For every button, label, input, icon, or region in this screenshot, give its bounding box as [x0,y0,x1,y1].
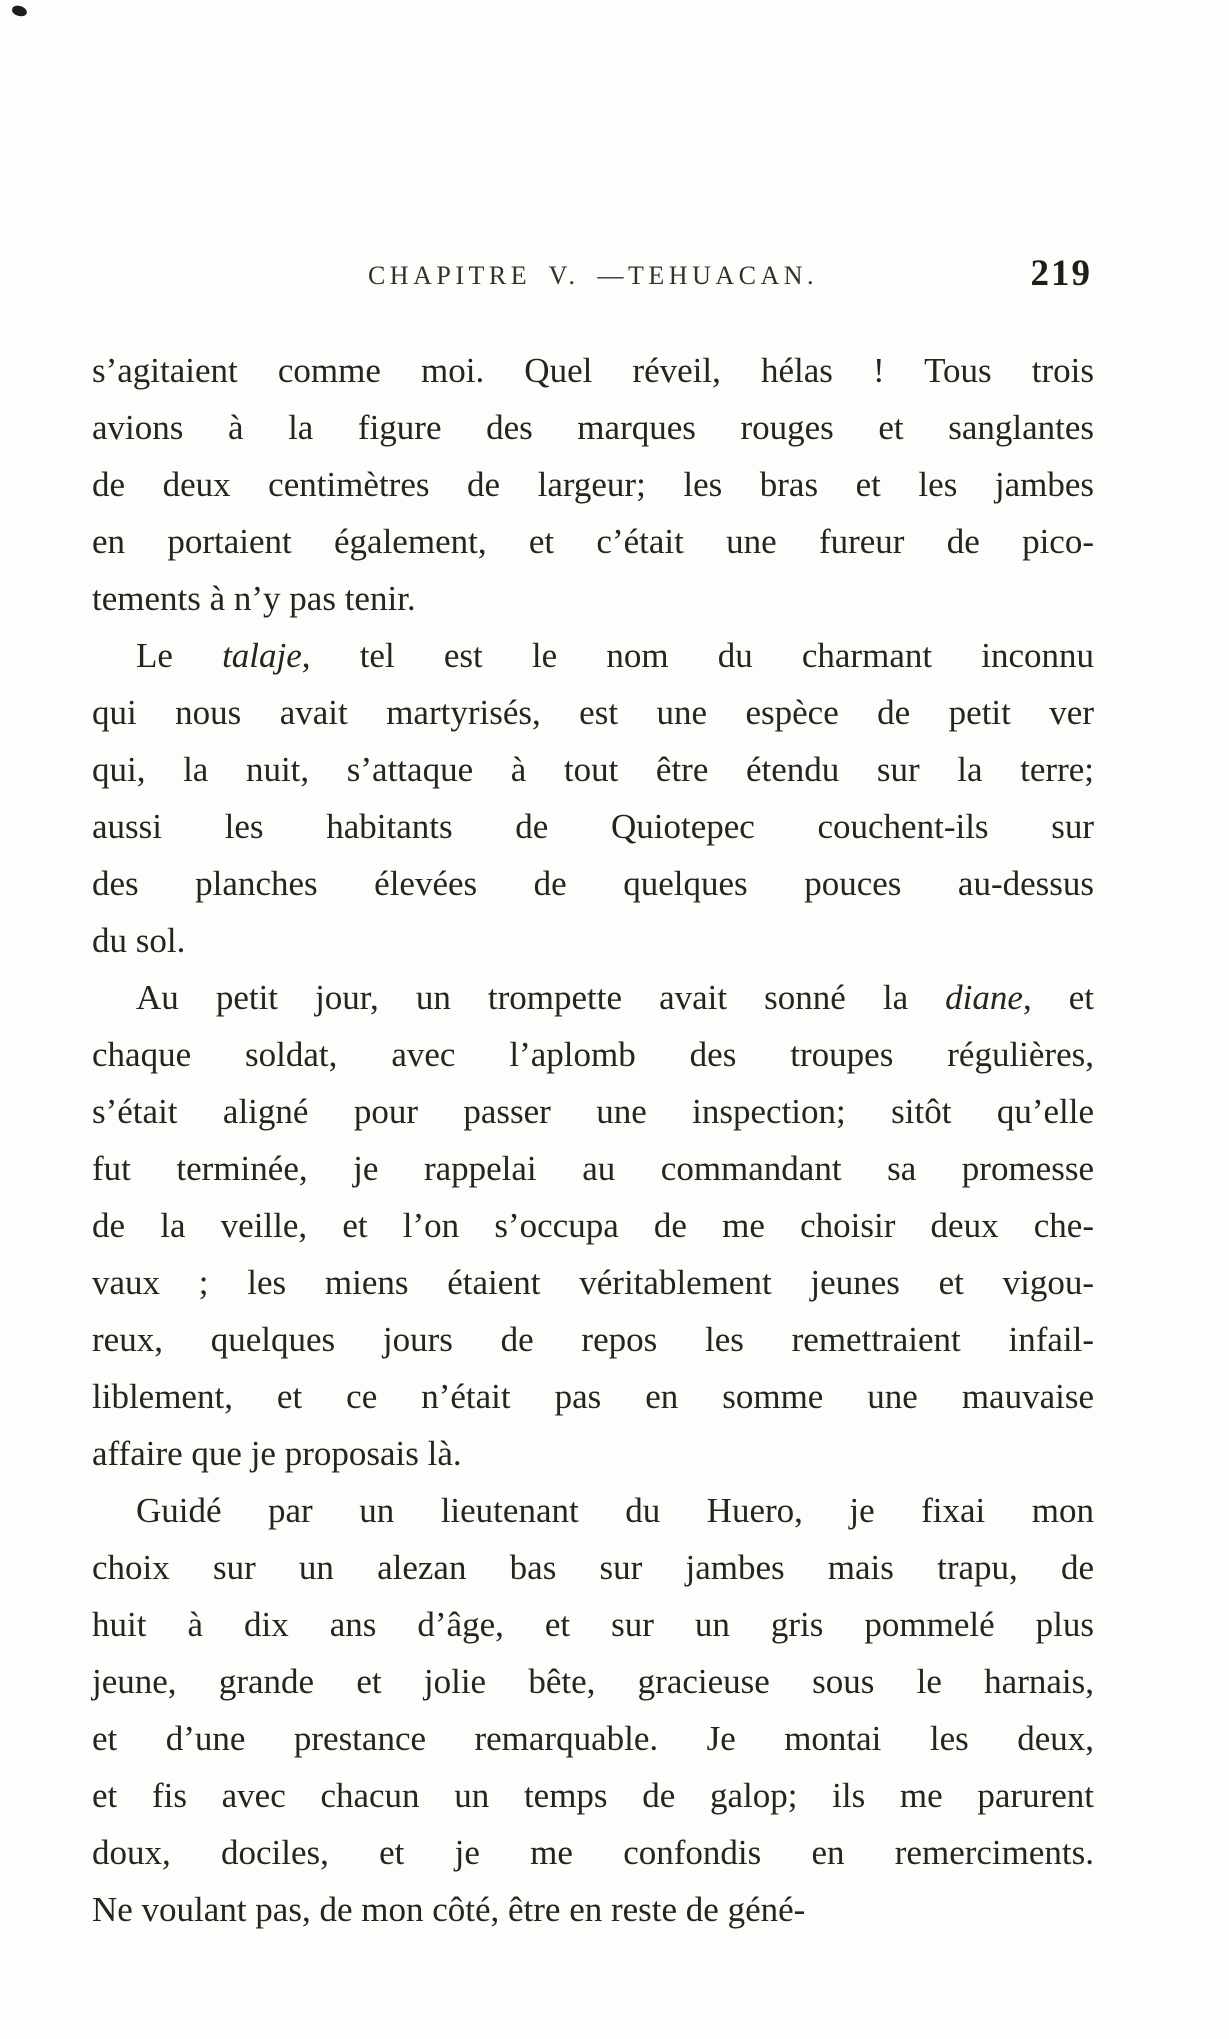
text-segment: s’agitaient comme moi. Quel réveil, hélas ! Tous trois [92,351,1094,390]
text-segment: et d’une prestance remarquable. Je montai les deux, [92,1719,1094,1758]
text-line [92,912,1094,969]
text-segment: liblement, et ce n’était pas en somme une mauvaise [92,1377,1094,1416]
text-segment: jeune, grande et jolie bête, gracieuse sous le harnais, [92,1662,1094,1701]
text-line [92,1311,1094,1368]
text-line [92,1824,1094,1881]
text-line [92,1539,1094,1596]
paragraph [92,342,1094,627]
paragraph [92,627,1094,969]
text-line [92,513,1094,570]
text-line [92,1482,1094,1539]
paragraph [92,969,1094,1482]
text-segment: du sol. [92,921,186,960]
text-line [92,1767,1094,1824]
text-segment: , et [1022,978,1094,1017]
text-line [92,1254,1094,1311]
text-line [92,399,1094,456]
text-line [92,741,1094,798]
text-segment: aussi les habitants de Quiotepec couchent-ils sur [92,807,1094,846]
scan-artifact [11,5,28,18]
text-line [92,969,1094,1026]
text-segment: choix sur un alezan bas sur jambes mais trapu, de [92,1548,1094,1587]
text-line [92,1026,1094,1083]
paragraph [92,1482,1094,1938]
page-body [92,342,1094,1938]
text-line [92,684,1094,741]
text-line [92,1710,1094,1767]
text-segment: , tel est le nom du charmant inconnu [301,636,1094,675]
text-segment: Guidé par un lieutenant du Huero, je fixai mon [136,1491,1094,1530]
text-segment: qui, la nuit, s’attaque à tout être étendu sur la terre; [92,750,1094,789]
text-line [92,1197,1094,1254]
text-line [92,1881,1094,1938]
text-segment: avions à la figure des marques rouges et sanglantes [92,408,1094,447]
text-segment: Ne voulant pas, de mon côté, être en reste de géné- [92,1890,806,1929]
text-block [92,252,1094,1938]
text-segment: fut terminée, je rappelai au commandant sa promesse [92,1149,1094,1188]
text-segment: doux, dociles, et je me confondis en remerciments. [92,1833,1094,1872]
text-line [92,1425,1094,1482]
text-segment: reux, quelques jours de repos les remettraient infail- [92,1320,1094,1359]
text-line [92,1653,1094,1710]
text-segment: affaire que je proposais là. [92,1434,462,1473]
text-line [92,1083,1094,1140]
text-line [92,627,1094,684]
text-segment: Au petit jour, un trompette avait sonné la [136,978,946,1017]
text-segment: huit à dix ans d’âge, et sur un gris pommelé plus [92,1605,1094,1644]
text-line [92,1596,1094,1653]
text-line [92,798,1094,855]
text-line [92,1368,1094,1425]
italic-term: talaje [222,636,302,675]
text-segment: en portaient également, et c’était une fureur de pico- [92,522,1094,561]
italic-term: diane [945,978,1023,1017]
text-segment: Le [136,636,223,675]
page-header [92,252,1094,300]
text-segment: vaux ; les miens étaient véritablement jeunes et vigou- [92,1263,1094,1302]
page-number: 219 [1030,253,1092,294]
text-segment: de la veille, et l’on s’occupa de me choisir deux che- [92,1206,1094,1245]
text-segment: et fis avec chacun un temps de galop; ils me parurent [92,1776,1094,1815]
text-segment: qui nous avait martyrisés, est une espèce de petit ver [92,693,1094,732]
text-segment: chaque soldat, avec l’aplomb des troupes régulières, [92,1035,1094,1074]
text-segment: tements à n’y pas tenir. [92,579,416,618]
text-line [92,1140,1094,1197]
chapter-running-title: CHAPITRE V. —TEHUACAN. [367,261,819,290]
text-segment: s’était aligné pour passer une inspection; sitôt qu’elle [92,1092,1094,1131]
text-segment: des planches élevées de quelques pouces au-dessus [92,864,1094,903]
text-line [92,456,1094,513]
text-segment: de deux centimètres de largeur; les bras et les jambes [92,465,1094,504]
text-line [92,855,1094,912]
text-line [92,342,1094,399]
text-line [92,570,1094,627]
